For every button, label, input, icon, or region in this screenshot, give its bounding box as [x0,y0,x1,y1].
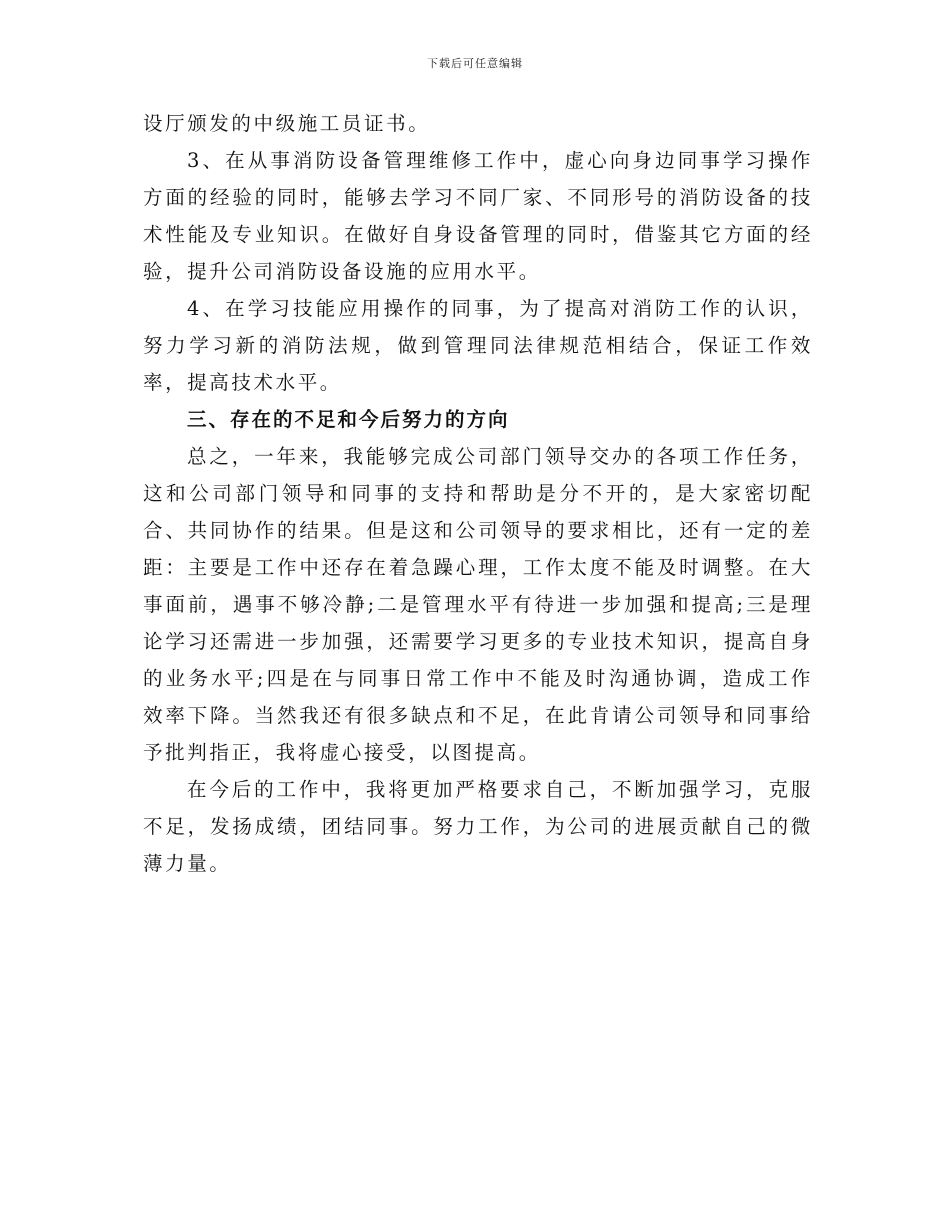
paragraph-item-4: 4、在学习技能应用操作的同事，为了提高对消防工作的认识，努力学习新的消防法规，做到管理同法律规范相结合，保证工作效率，提高技术水平。 [143,297,813,394]
paragraph-certificate: 设厅颁发的中级施工员证书。 [143,112,431,135]
section-heading: 三、存在的不足和今后努力的方向 [187,408,510,431]
paragraph-future: 在今后的工作中，我将更加严格要求自己，不断加强学习，克服不足，发扬成绩，团结同事。努力工作，为公司的进展贡献自己的微薄力量。 [143,778,813,875]
paragraph-summary: 总之，一年来，我能够完成公司部门领导交办的各项工作任务，这和公司部门领导和同事的支持和帮助是分不开的，是大家密切配合、共同协作的结果。但是这和公司领导的要求相比，还有一定的差距：主要是工作中还存在着急躁心理，工作太度不能及时调整。在大事面前，遇事不够冷静;二是管理水平有待进一步加强和提高;三是理论学习还需进一步加强，还需要学习更多的专业技术知识，提高自身的业务水平;四是在与同事日常工作中不能及时沟通协调，造成工作效率下降。当然我还有很多缺点和不足，在此肯请公司领导和同事给予批判指正，我将虚心接受，以图提高。 [143,445,813,764]
document-body [143,105,813,882]
paragraph-item-3: 3、在从事消防设备管理维修工作中，虚心向身边同事学习操作方面的经验的同时，能够去学习不同厂家、不同形号的消防设备的技术性能及专业知识。在做好自身设备管理的同时，借鉴其它方面的经验，提升公司消防设备设施的应用水平。 [143,149,813,283]
header-note: 下载后可任意编辑 [427,57,523,70]
